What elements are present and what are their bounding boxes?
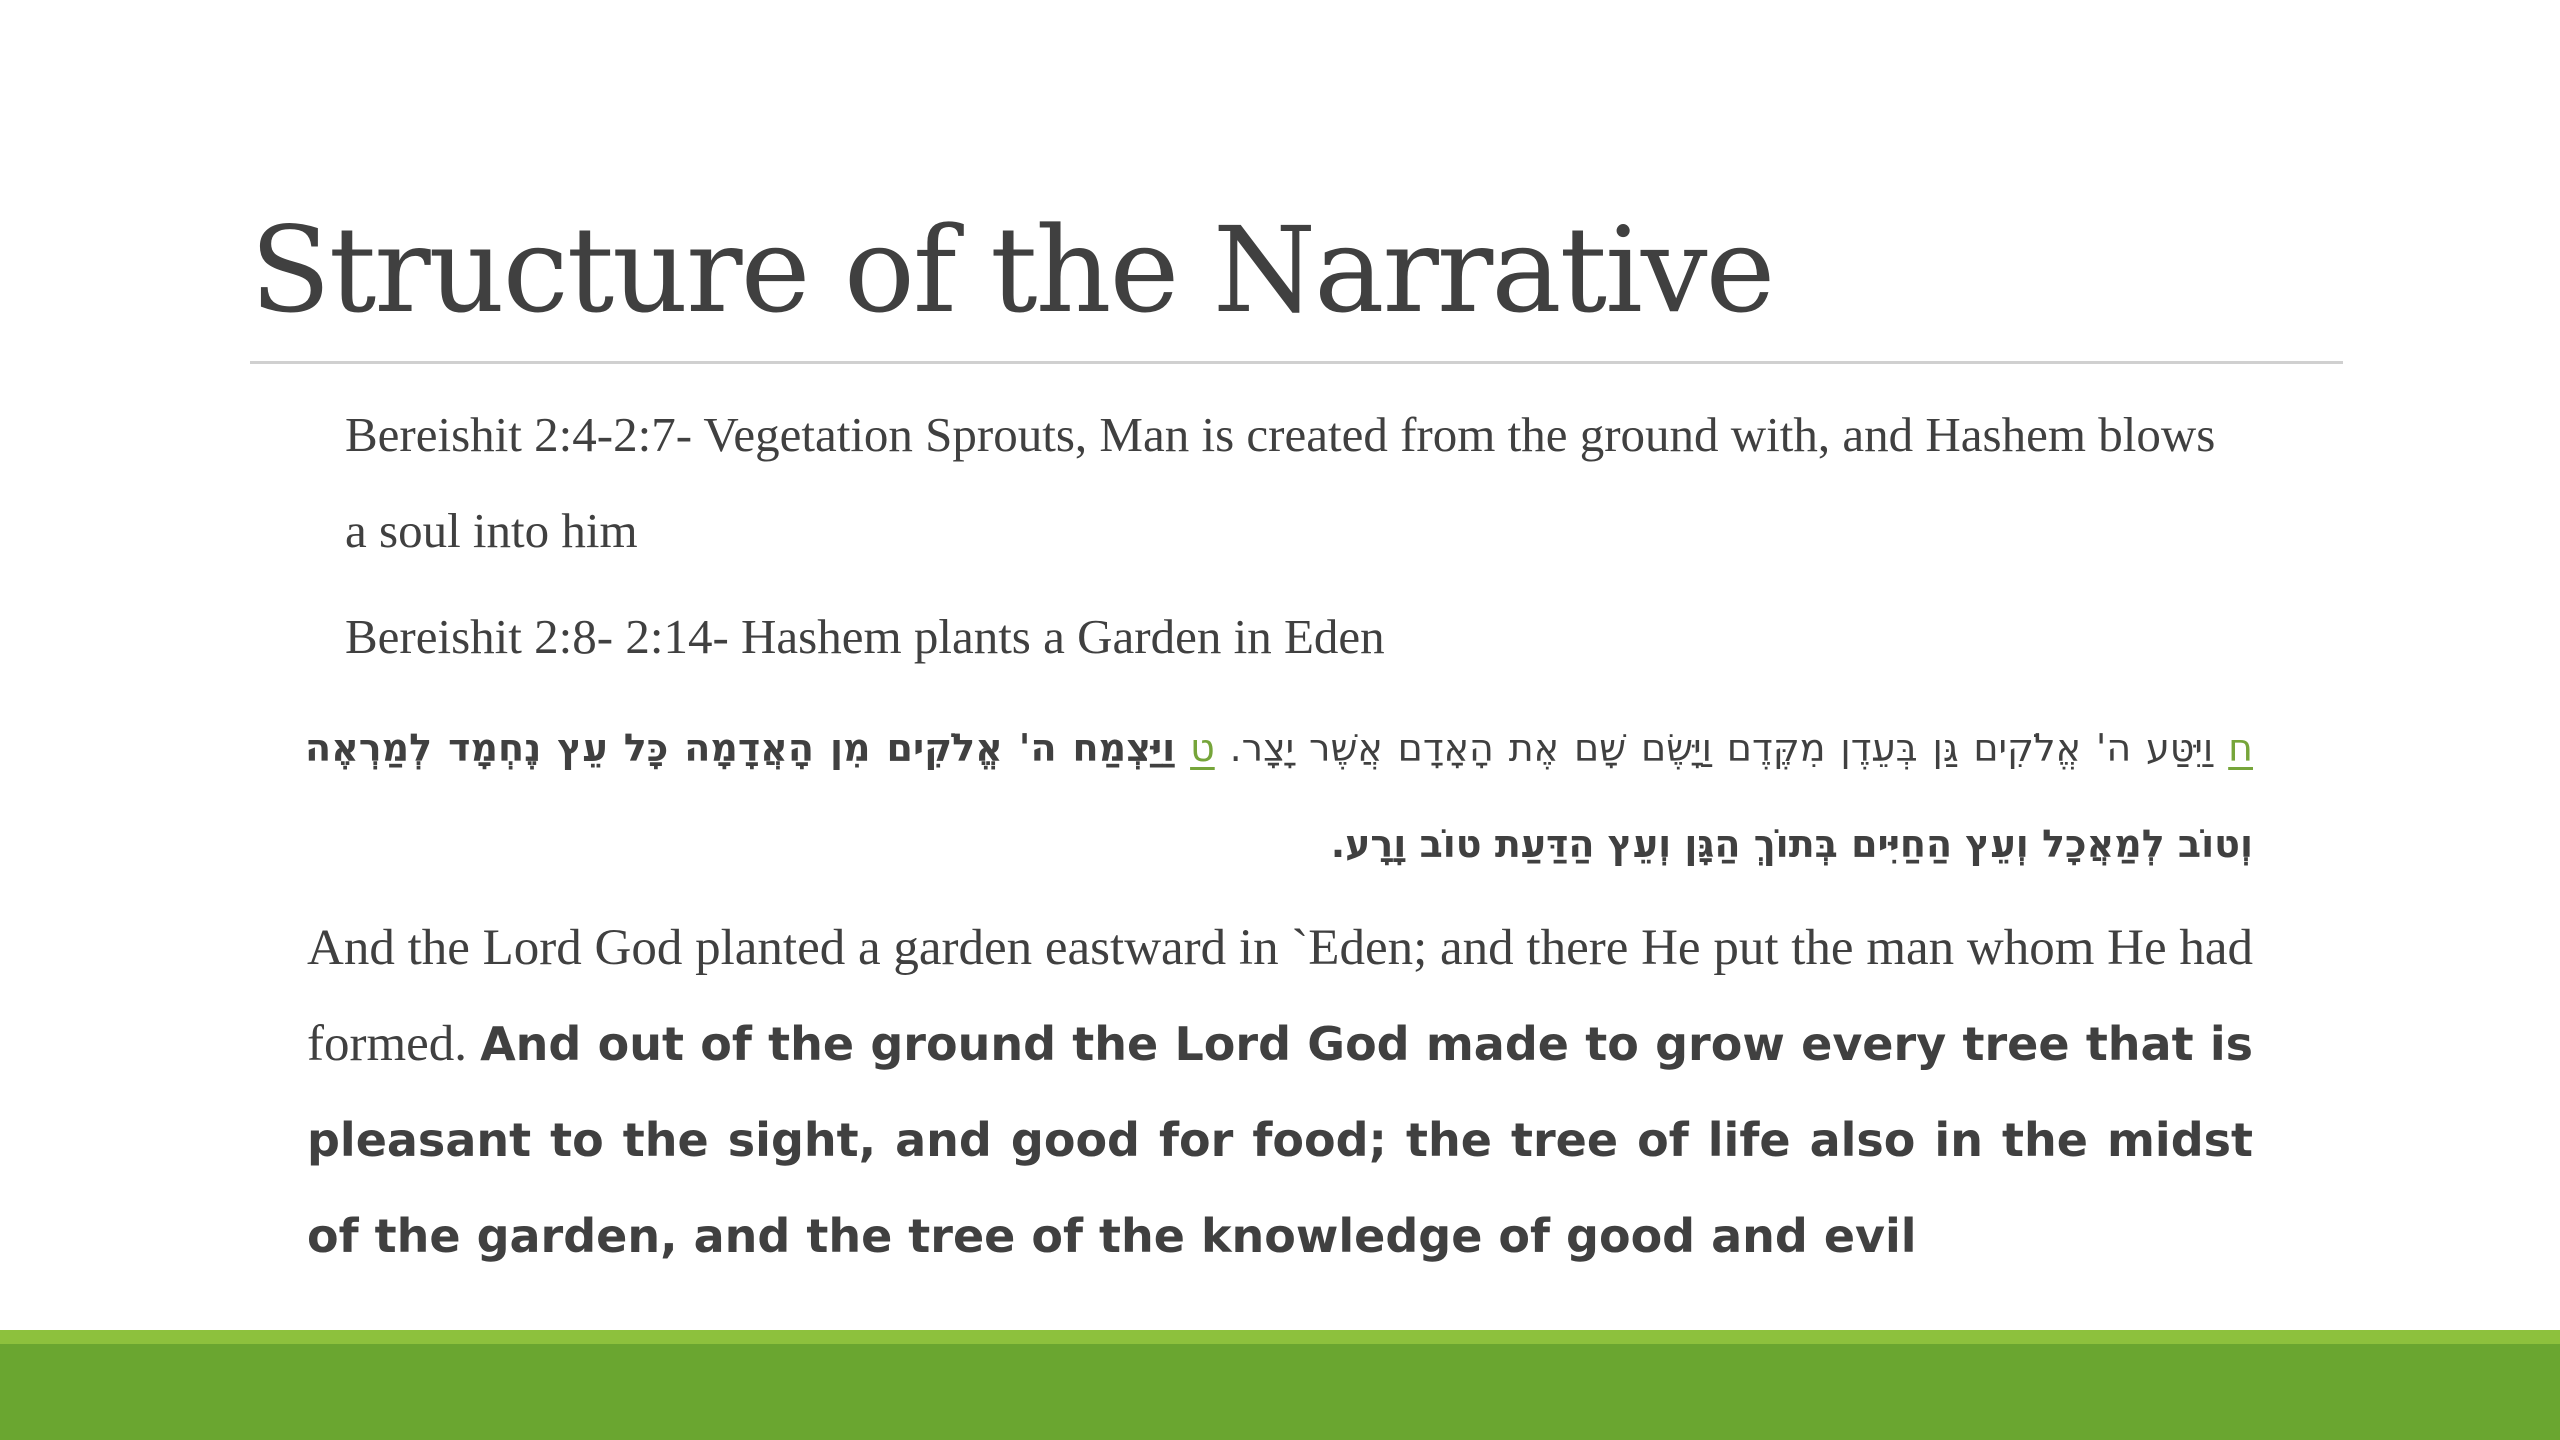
hebrew-verse-8-text: וַיִּטַּע ה' אֱלֹקִים גַּן בְּעֵדֶן מִקֶּדֶם וַיָּשֶׂם שָׁם אֶת הָאָדָם אֲשֶׁר יָצָר.: [1229, 726, 2214, 770]
english-plain-text: And the Lord God planted a garden eastward in `Eden; and there He put the man whom He had formed.: [307, 920, 2253, 1072]
hebrew-verse-9-text: וַיַּצְמַח ה' אֱלֹקִים מִן הָאֲדָמָה כָּל עֵץ נֶחְמָד לְמַרְאֶה וְטוֹב לְמַאֲכָל וְעֵץ הַחַיִּים בְּתוֹךְ הַגָּן וְעֵץ הַדַּעַת טוֹב וָרָע.: [305, 726, 2253, 866]
slide-title: Structure of the Narrative: [250, 201, 1774, 339]
hebrew-verse-block: [305, 700, 2253, 892]
footer-accent-stripe: [0, 1330, 2560, 1344]
verse-number-8: ח: [2228, 726, 2253, 770]
bullet-bereishit-2-8: Bereishit 2:8- 2:14- Hashem plants a Garden in Eden: [345, 609, 1385, 664]
footer-band: [0, 1344, 2560, 1440]
english-translation: [307, 900, 2253, 1284]
bullet-bereishit-2-4: Bereishit 2:4-2:7- Vegetation Sprouts, Man is created from the ground with, and Hashem blows a soul into him: [345, 407, 2216, 558]
verse-number-9: ט: [1190, 726, 1215, 770]
english-bold-text: And out of the ground the Lord God made to grow every tree that is pleasant to the sight, and good for food; the tree of life also in the midst of the garden, and the tree of the knowledge of good and evil: [307, 1017, 2254, 1263]
